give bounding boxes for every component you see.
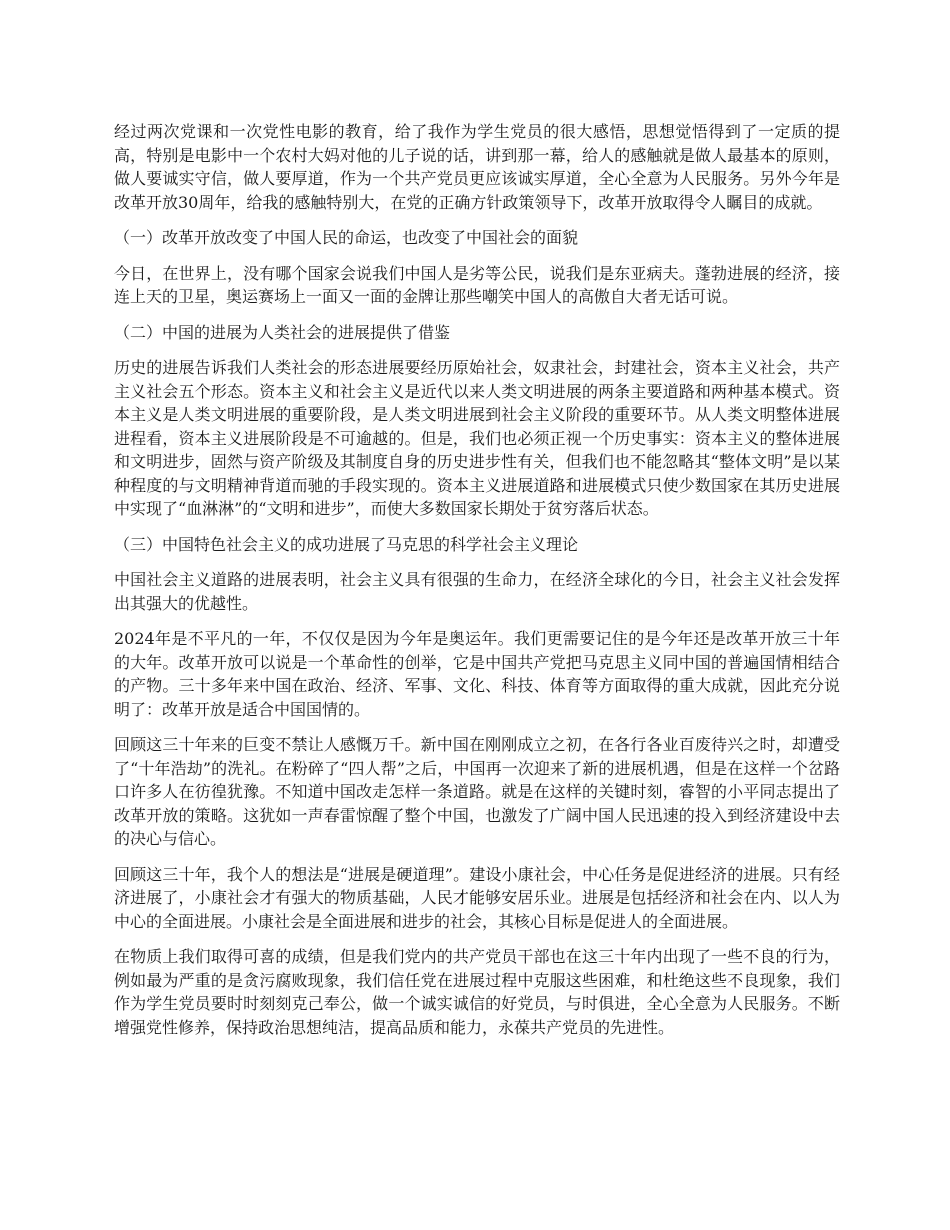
- paragraph-2024: 2024年是不平凡的一年，不仅仅是因为今年是奥运年。我们更需要记住的是今年还是改革开放三十年的大年。改革开放可以说是一个革命性的创举，它是中国共产党把马克思主义同中国的普遍国情相结合的产物。三十多年来中国在政治、经济、军事、文化、科技、体育等方面取得的重大成就，因此充分说明了：改革开放是适合中国国情的。: [114, 629, 840, 719]
- section-heading-1: （一）改革开放改变了中国人民的命运，也改变了中国社会的面貌: [114, 228, 579, 247]
- document-body: [114, 120, 840, 1051]
- paragraph-section-1: 今日，在世界上，没有哪个国家会说我们中国人是劣等公民，说我们是东亚病夫。蓬勃进展的经济，接连上天的卫星，奥运赛场上一面又一面的金牌让那些嘲笑中国人的高傲自大者无话可说。: [114, 263, 840, 306]
- paragraph-section-3: 中国社会主义道路的进展表明，社会主义具有很强的生命力，在经济全球化的今日，社会主义社会发挥出其强大的优越性。: [114, 570, 840, 613]
- section-heading-3: （三）中国特色社会主义的成功进展了马克思的科学社会主义理论: [114, 534, 579, 554]
- paragraph-section-2: 历史的进展告诉我们人类社会的形态进展要经历原始社会，奴隶社会，封建社会，资本主义社会，共产主义社会五个形态。资本主义和社会主义是近代以来人类文明进展的两条主要道路和两种基本模式。资本主义是人类文明进展的重要阶段，是人类文明进展到社会主义阶段的重要环节。从人类文明整体进展进程看，资本主义进展阶段是不可逾越的。但是，我们也必须正视一个历史事实：资本主义的整体进展和文明进步，固然与资产阶级及其制度自身的历史进步性有关，但我们也不能忽略其“整体文明”是以某种程度的与文明精神背道而驰的手段实现的。资本主义进展道路和进展模式只使少数国家在其历史进展中实现了“血淋淋”的“文明和进步”，而使大多数国家长期处于贫穷落后状态。: [114, 358, 840, 518]
- section-heading-2: （二）中国的进展为人类社会的进展提供了借鉴: [114, 322, 451, 342]
- paragraph-development: 回顾这三十年，我个人的想法是“进展是硬道理”。建设小康社会，中心任务是促进经济的进展。只有经济进展了，小康社会才有强大的物质基础，人民才能够安居乐业。进展是包括经济和社会在内、以人为中心的全面进展。小康社会是全面进展和进步的社会，其核心目标是促进人的全面进展。: [114, 864, 840, 931]
- paragraph-review-changes: 回顾这三十年来的巨变不禁让人感慨万千。新中国在刚刚成立之初，在各行各业百废待兴之时，却遭受了“十年浩劫”的洗礼。在粉碎了“四人帮”之后，中国再一次迎来了新的进展机遇，但是在这样一个岔路口许多人在彷徨犹豫。不知道中国改走怎样一条道路。就是在这样的关键时刻，睿智的小平同志提出了改革开放的策略。这犹如一声春雷惊醒了整个中国，也激发了广阔中国人民迅速的投入到经济建设中去的决心与信心。: [114, 735, 840, 848]
- paragraph-conclusion: 在物质上我们取得可喜的成绩，但是我们党内的共产党员干部也在这三十年内出现了一些不良的行为，例如最为严重的是贪污腐败现象，我们信任党在进展过程中克服这些困难，和杜绝这些不良现象，我们作为学生党员要时时刻刻克己奉公，做一个诚实诚信的好党员，与时俱进，全心全意为人民服务。不断增强党性修养，保持政治思想纯洁，提高品质和能力，永葆共产党员的先进性。: [114, 947, 840, 1037]
- paragraph-intro: 经过两次党课和一次党性电影的教育，给了我作为学生党员的很大感悟，思想觉悟得到了一定质的提高，特别是电影中一个农村大妈对他的儿子说的话，讲到那一幕，给人的感触就是做人最基本的原则，做人要诚实守信，做人要厚道，作为一个共产党员更应该诚实厚道，全心全意为人民服务。另外今年是改革开放30周年，给我的感触特别大，在党的正确方针政策领导下，改革开放取得令人瞩目的成就。: [114, 122, 840, 212]
